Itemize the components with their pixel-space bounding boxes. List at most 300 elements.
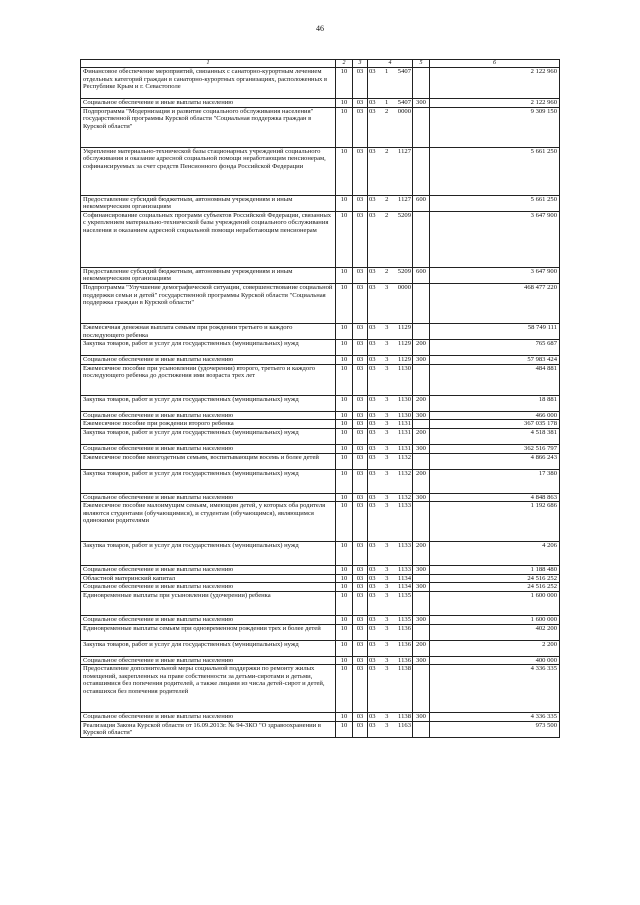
table-row [81, 340, 560, 356]
code-part: 03 [369, 68, 376, 75]
row-description: Социальное обеспечение и иные выплаты населению [81, 566, 336, 575]
code-part: 1163 [398, 721, 411, 729]
row-section: 10 [336, 147, 353, 195]
row-section: 10 [336, 640, 353, 656]
code-part: 5407 [397, 99, 411, 106]
row-amount: 468 477 220 [430, 283, 560, 323]
row-subsection: 03 [353, 502, 368, 542]
table-row [81, 713, 560, 722]
row-section: 10 [336, 656, 353, 665]
row-section: 10 [336, 566, 353, 575]
row-subsection: 03 [353, 583, 368, 592]
row-expense-type [413, 364, 430, 395]
row-amount: 362 516 797 [430, 444, 560, 453]
row-section: 10 [336, 624, 353, 640]
row-description: Ежемесячное пособие при усыновлении (удочерении) второго, третьего и каждого последующего ребенка до достижения ими возраста трех лет [81, 364, 336, 395]
row-section: 10 [336, 428, 353, 444]
row-amount: 3 647 900 [430, 211, 560, 267]
code-part: 03 [369, 364, 376, 372]
row-subsection: 03 [353, 411, 368, 420]
table-row [81, 469, 560, 493]
code-part: 03 [369, 574, 376, 582]
row-subsection: 03 [353, 665, 368, 713]
row-section: 10 [336, 267, 353, 283]
row-subsection: 03 [353, 428, 368, 444]
row-expense-type [413, 591, 430, 615]
row-description: Закупка товаров, работ и услуг для государственных (муниципальных) нужд [81, 542, 336, 566]
row-description: Областной материнский капитал [81, 574, 336, 583]
code-part: 03 [369, 713, 376, 721]
code-part: 3 [385, 574, 389, 582]
code-part: 1131 [398, 428, 411, 436]
row-subsection: 03 [353, 566, 368, 575]
row-amount: 5 661 250 [430, 147, 560, 195]
code-part: 3 [385, 395, 389, 403]
row-target-article [368, 68, 413, 99]
row-section: 10 [336, 583, 353, 592]
row-target-article [368, 323, 413, 339]
code-part: 1133 [398, 542, 411, 550]
table-row [81, 107, 560, 147]
row-target-article [368, 566, 413, 575]
row-amount: 1 600 000 [430, 615, 560, 624]
code-part: 3 [385, 364, 389, 372]
row-target-article [368, 721, 413, 737]
row-section: 10 [336, 340, 353, 356]
row-subsection: 03 [353, 211, 368, 267]
row-target-article [368, 364, 413, 395]
row-subsection: 03 [353, 323, 368, 339]
page-number: 46 [316, 24, 324, 33]
table-row [81, 195, 560, 211]
row-subsection: 03 [353, 283, 368, 323]
row-subsection: 03 [353, 615, 368, 624]
row-description: Закупка товаров, работ и услуг для государственных (муниципальных) нужд [81, 469, 336, 493]
row-subsection: 03 [353, 656, 368, 665]
code-part: 1129 [398, 323, 411, 331]
table-row [81, 566, 560, 575]
row-amount: 9 309 150 [430, 107, 560, 147]
row-target-article [368, 574, 413, 583]
code-part: 1132 [398, 493, 411, 501]
row-section: 10 [336, 364, 353, 395]
code-part: 0000 [397, 283, 411, 291]
row-amount: 2 122 960 [430, 68, 560, 99]
row-section: 10 [336, 195, 353, 211]
row-target-article [368, 656, 413, 665]
code-part: 3 [385, 469, 389, 477]
code-part: 03 [369, 469, 376, 477]
row-amount: 5 661 250 [430, 195, 560, 211]
code-part: 03 [369, 107, 376, 115]
row-expense-type: 200 [413, 469, 430, 493]
code-part: 3 [385, 283, 389, 291]
code-part: 1134 [398, 583, 411, 591]
row-expense-type: 300 [413, 356, 430, 365]
code-part: 1133 [398, 502, 411, 510]
row-expense-type: 600 [413, 267, 430, 283]
row-description: Социальное обеспечение и иные выплаты населению [81, 583, 336, 592]
table-row [81, 615, 560, 624]
code-part: 1136 [398, 640, 411, 648]
table-row [81, 356, 560, 365]
code-part: 1135 [398, 615, 411, 623]
row-amount: 2 122 960 [430, 99, 560, 108]
code-part: 03 [369, 665, 376, 673]
row-target-article [368, 340, 413, 356]
row-description: Социальное обеспечение и иные выплаты населению [81, 615, 336, 624]
code-part: 03 [369, 502, 376, 510]
row-subsection: 03 [353, 356, 368, 365]
code-part: 3 [385, 566, 389, 574]
table-row [81, 364, 560, 395]
code-part: 1127 [398, 147, 411, 155]
row-description: Ежемесячное пособие при рождении второго ребенка [81, 420, 336, 429]
code-part: 03 [369, 656, 376, 664]
row-target-article [368, 665, 413, 713]
row-description: Укрепление материально-технической базы стационарных учреждений социального обслуживания и оказание адресной социальной помощи неработающим пенсионерам, софинансируемых за счет средств Пенсионного фонда Российской Федерации [81, 147, 336, 195]
row-amount: 18 881 [430, 395, 560, 411]
row-section: 10 [336, 395, 353, 411]
row-description: Ежемесячная денежная выплата семьям при рождении третьего и каждого последующего ребенка [81, 323, 336, 339]
code-part: 03 [369, 147, 376, 155]
table-row [81, 99, 560, 108]
row-amount: 24 516 252 [430, 574, 560, 583]
row-description: Закупка товаров, работ и услуг для государственных (муниципальных) нужд [81, 428, 336, 444]
table-row [81, 395, 560, 411]
code-part: 03 [369, 444, 376, 452]
row-target-article [368, 420, 413, 429]
row-amount: 466 000 [430, 411, 560, 420]
code-part: 03 [369, 356, 376, 364]
code-part: 1138 [398, 665, 411, 673]
row-section: 10 [336, 107, 353, 147]
code-part: 5209 [397, 211, 411, 219]
table-row [81, 591, 560, 615]
row-description: Социальное обеспечение и иные выплаты населению [81, 99, 336, 108]
row-section: 10 [336, 283, 353, 323]
row-amount: 402 200 [430, 624, 560, 640]
row-target-article [368, 283, 413, 323]
code-part: 3 [385, 453, 389, 461]
row-amount: 3 647 900 [430, 267, 560, 283]
row-subsection: 03 [353, 713, 368, 722]
row-subsection: 03 [353, 493, 368, 502]
table-row [81, 493, 560, 502]
code-part: 1133 [398, 566, 411, 574]
row-amount: 17 380 [430, 469, 560, 493]
row-expense-type [413, 107, 430, 147]
code-part: 1 [385, 99, 389, 106]
code-part: 03 [369, 624, 376, 632]
code-part: 1130 [398, 364, 411, 372]
table-row [81, 640, 560, 656]
row-subsection: 03 [353, 99, 368, 108]
row-target-article [368, 493, 413, 502]
row-section: 10 [336, 542, 353, 566]
row-subsection: 03 [353, 68, 368, 99]
header-cell: 6 [430, 60, 560, 68]
row-description: Социальное обеспечение и иные выплаты населению [81, 493, 336, 502]
table-row [81, 574, 560, 583]
row-section: 10 [336, 469, 353, 493]
code-part: 3 [385, 323, 389, 331]
row-target-article [368, 195, 413, 211]
row-description: Социальное обеспечение и иные выплаты населению [81, 356, 336, 365]
table-row [81, 665, 560, 713]
row-section: 10 [336, 493, 353, 502]
row-amount: 484 881 [430, 364, 560, 395]
row-target-article [368, 428, 413, 444]
code-part: 3 [385, 340, 389, 348]
code-part: 03 [369, 566, 376, 574]
row-section: 10 [336, 411, 353, 420]
row-amount: 4 518 381 [430, 428, 560, 444]
row-target-article [368, 542, 413, 566]
table-row [81, 283, 560, 323]
row-expense-type: 300 [413, 411, 430, 420]
row-expense-type: 300 [413, 99, 430, 108]
row-expense-type: 600 [413, 195, 430, 211]
code-part: 03 [369, 542, 376, 550]
row-expense-type: 300 [413, 444, 430, 453]
row-target-article [368, 211, 413, 267]
code-part: 1134 [398, 574, 411, 582]
code-part: 3 [385, 444, 389, 452]
row-subsection: 03 [353, 624, 368, 640]
row-section: 10 [336, 453, 353, 469]
row-section: 10 [336, 665, 353, 713]
row-subsection: 03 [353, 364, 368, 395]
row-subsection: 03 [353, 147, 368, 195]
row-expense-type: 200 [413, 340, 430, 356]
row-description: Подпрограмма "Улучшение демографической ситуации, совершенствование социальной поддержки семьи и детей" государственной программы Курской области "Социальная поддержка граждан в Курской области" [81, 283, 336, 323]
code-part: 1138 [398, 713, 411, 721]
table-header-row [81, 60, 560, 68]
code-part: 1132 [398, 453, 411, 461]
code-part: 3 [385, 583, 389, 591]
row-expense-type [413, 323, 430, 339]
code-part: 03 [369, 395, 376, 403]
code-part: 1136 [398, 624, 411, 632]
row-target-article [368, 147, 413, 195]
row-section: 10 [336, 420, 353, 429]
row-subsection: 03 [353, 395, 368, 411]
table-row [81, 411, 560, 420]
row-section: 10 [336, 99, 353, 108]
row-description: Предоставление дополнительной меры социальной поддержки по ремонту жилых помещений, закрепленных на праве собственности за детьми-сиротами и детьми, оставшимися без попечения родителей, а также лицами из числа детей-сирот и детей, оставшихся без попечения родителей [81, 665, 336, 713]
code-part: 3 [385, 640, 389, 648]
row-target-article [368, 395, 413, 411]
row-section: 10 [336, 323, 353, 339]
row-expense-type: 200 [413, 428, 430, 444]
header-cell: 2 [336, 60, 353, 68]
row-expense-type [413, 147, 430, 195]
row-target-article [368, 713, 413, 722]
row-section: 10 [336, 502, 353, 542]
row-section: 10 [336, 721, 353, 737]
row-description: Социальное обеспечение и иные выплаты населению [81, 444, 336, 453]
code-part: 1 [385, 68, 389, 75]
code-part: 3 [385, 493, 389, 501]
row-target-article [368, 469, 413, 493]
code-part: 03 [369, 420, 376, 428]
code-part: 3 [385, 721, 389, 729]
row-amount: 4 336 335 [430, 665, 560, 713]
row-expense-type [413, 283, 430, 323]
code-part: 2 [385, 195, 389, 203]
row-target-article [368, 411, 413, 420]
code-part: 3 [385, 591, 389, 599]
row-expense-type [413, 211, 430, 267]
row-amount: 1 192 686 [430, 502, 560, 542]
row-amount: 765 687 [430, 340, 560, 356]
code-part: 0000 [397, 107, 411, 115]
table-row [81, 428, 560, 444]
code-part: 3 [385, 713, 389, 721]
row-amount: 2 200 [430, 640, 560, 656]
row-subsection: 03 [353, 195, 368, 211]
row-subsection: 03 [353, 542, 368, 566]
row-amount: 367 035 178 [430, 420, 560, 429]
row-amount: 4 206 [430, 542, 560, 566]
row-target-article [368, 444, 413, 453]
row-amount: 400 000 [430, 656, 560, 665]
row-amount: 973 500 [430, 721, 560, 737]
row-expense-type [413, 665, 430, 713]
row-target-article [368, 583, 413, 592]
row-expense-type: 300 [413, 583, 430, 592]
code-part: 5209 [397, 267, 411, 275]
row-section: 10 [336, 68, 353, 99]
code-part: 03 [369, 583, 376, 591]
row-target-article [368, 640, 413, 656]
table-row [81, 267, 560, 283]
row-expense-type [413, 68, 430, 99]
table-row [81, 453, 560, 469]
code-part: 3 [385, 428, 389, 436]
code-part: 03 [369, 283, 376, 291]
header-cell: 4 [368, 60, 413, 68]
code-part: 3 [385, 542, 389, 550]
header-cell: 5 [413, 60, 430, 68]
code-part: 03 [369, 591, 376, 599]
code-part: 3 [385, 411, 389, 419]
code-part: 3 [385, 665, 389, 673]
row-target-article [368, 267, 413, 283]
code-part: 1135 [398, 591, 411, 599]
row-description: Социальное обеспечение и иные выплаты населению [81, 656, 336, 665]
code-part: 03 [369, 99, 376, 106]
code-part: 1131 [398, 444, 411, 452]
row-subsection: 03 [353, 453, 368, 469]
table-row [81, 542, 560, 566]
table-row [81, 68, 560, 99]
row-subsection: 03 [353, 420, 368, 429]
code-part: 03 [369, 323, 376, 331]
code-part: 1127 [398, 195, 411, 203]
row-target-article [368, 591, 413, 615]
code-part: 1129 [398, 356, 411, 364]
row-expense-type [413, 420, 430, 429]
row-expense-type [413, 502, 430, 542]
row-subsection: 03 [353, 591, 368, 615]
code-part: 2 [385, 267, 389, 275]
row-section: 10 [336, 211, 353, 267]
table-row [81, 502, 560, 542]
row-description: Социальное обеспечение и иные выплаты населению [81, 411, 336, 420]
row-expense-type: 300 [413, 713, 430, 722]
row-amount: 58 749 111 [430, 323, 560, 339]
row-description: Предоставление субсидий бюджетным, автономным учреждениям и иным некоммерческим организациям [81, 195, 336, 211]
code-part: 3 [385, 502, 389, 510]
row-expense-type: 300 [413, 493, 430, 502]
code-part: 03 [369, 428, 376, 436]
row-subsection: 03 [353, 640, 368, 656]
row-subsection: 03 [353, 340, 368, 356]
code-part: 3 [385, 624, 389, 632]
code-part: 1136 [398, 656, 411, 664]
row-section: 10 [336, 574, 353, 583]
row-expense-type: 300 [413, 566, 430, 575]
code-part: 2 [385, 211, 389, 219]
code-part: 03 [369, 615, 376, 623]
row-subsection: 03 [353, 574, 368, 583]
code-part: 03 [369, 340, 376, 348]
code-part: 1132 [398, 469, 411, 477]
row-description: Ежемесячное пособие малоимущим семьям, имеющим детей, у которых оба родителя являются студентами (обучающимися), и студентам (обучающимся), являющимся одинокими родителями [81, 502, 336, 542]
row-expense-type [413, 721, 430, 737]
code-part: 1129 [398, 340, 411, 348]
code-part: 03 [369, 211, 376, 219]
code-part: 03 [369, 411, 376, 419]
row-description: Финансовое обеспечение мероприятий, связанных с санаторно-курортным лечением отдельных категорий граждан в санаторно-курортных организациях, расположенных в Республике Крым и г. Севастополе [81, 68, 336, 99]
row-description: Социальное обеспечение и иные выплаты населению [81, 713, 336, 722]
code-part: 3 [385, 615, 389, 623]
row-amount: 1 600 000 [430, 591, 560, 615]
row-amount: 24 516 252 [430, 583, 560, 592]
row-description: Предоставление субсидий бюджетным, автономным учреждениям и иным некоммерческим организациям [81, 267, 336, 283]
row-amount: 1 188 480 [430, 566, 560, 575]
row-subsection: 03 [353, 107, 368, 147]
header-cell: 1 [81, 60, 336, 68]
table-row [81, 211, 560, 267]
row-target-article [368, 356, 413, 365]
row-expense-type: 200 [413, 640, 430, 656]
row-amount: 4 866 243 [430, 453, 560, 469]
code-part: 03 [369, 195, 376, 203]
budget-table [80, 59, 560, 738]
code-part: 03 [369, 721, 376, 729]
table-row [81, 323, 560, 339]
code-part: 2 [385, 147, 389, 155]
row-description: Ежемесячное пособие многодетным семьям, воспитывающим восемь и более детей [81, 453, 336, 469]
row-expense-type: 200 [413, 542, 430, 566]
row-expense-type [413, 453, 430, 469]
row-subsection: 03 [353, 267, 368, 283]
row-amount: 57 983 424 [430, 356, 560, 365]
header-cell: 3 [353, 60, 368, 68]
row-description: Закупка товаров, работ и услуг для государственных (муниципальных) нужд [81, 395, 336, 411]
table-row [81, 420, 560, 429]
row-description: Реализация Закона Курской области от 16.09.2013г. № 94-ЗКО "О здравоохранении в Курской области" [81, 721, 336, 737]
row-target-article [368, 453, 413, 469]
row-description: Софинансирование социальных программ субъектов Российской Федерации, связанных с укреплением материально-технической базы учреждений социального обслуживания населения и оказанием адресной социальной помощи неработающим пенсионерам [81, 211, 336, 267]
row-subsection: 03 [353, 444, 368, 453]
code-part: 03 [369, 493, 376, 501]
row-target-article [368, 502, 413, 542]
table-row [81, 721, 560, 737]
